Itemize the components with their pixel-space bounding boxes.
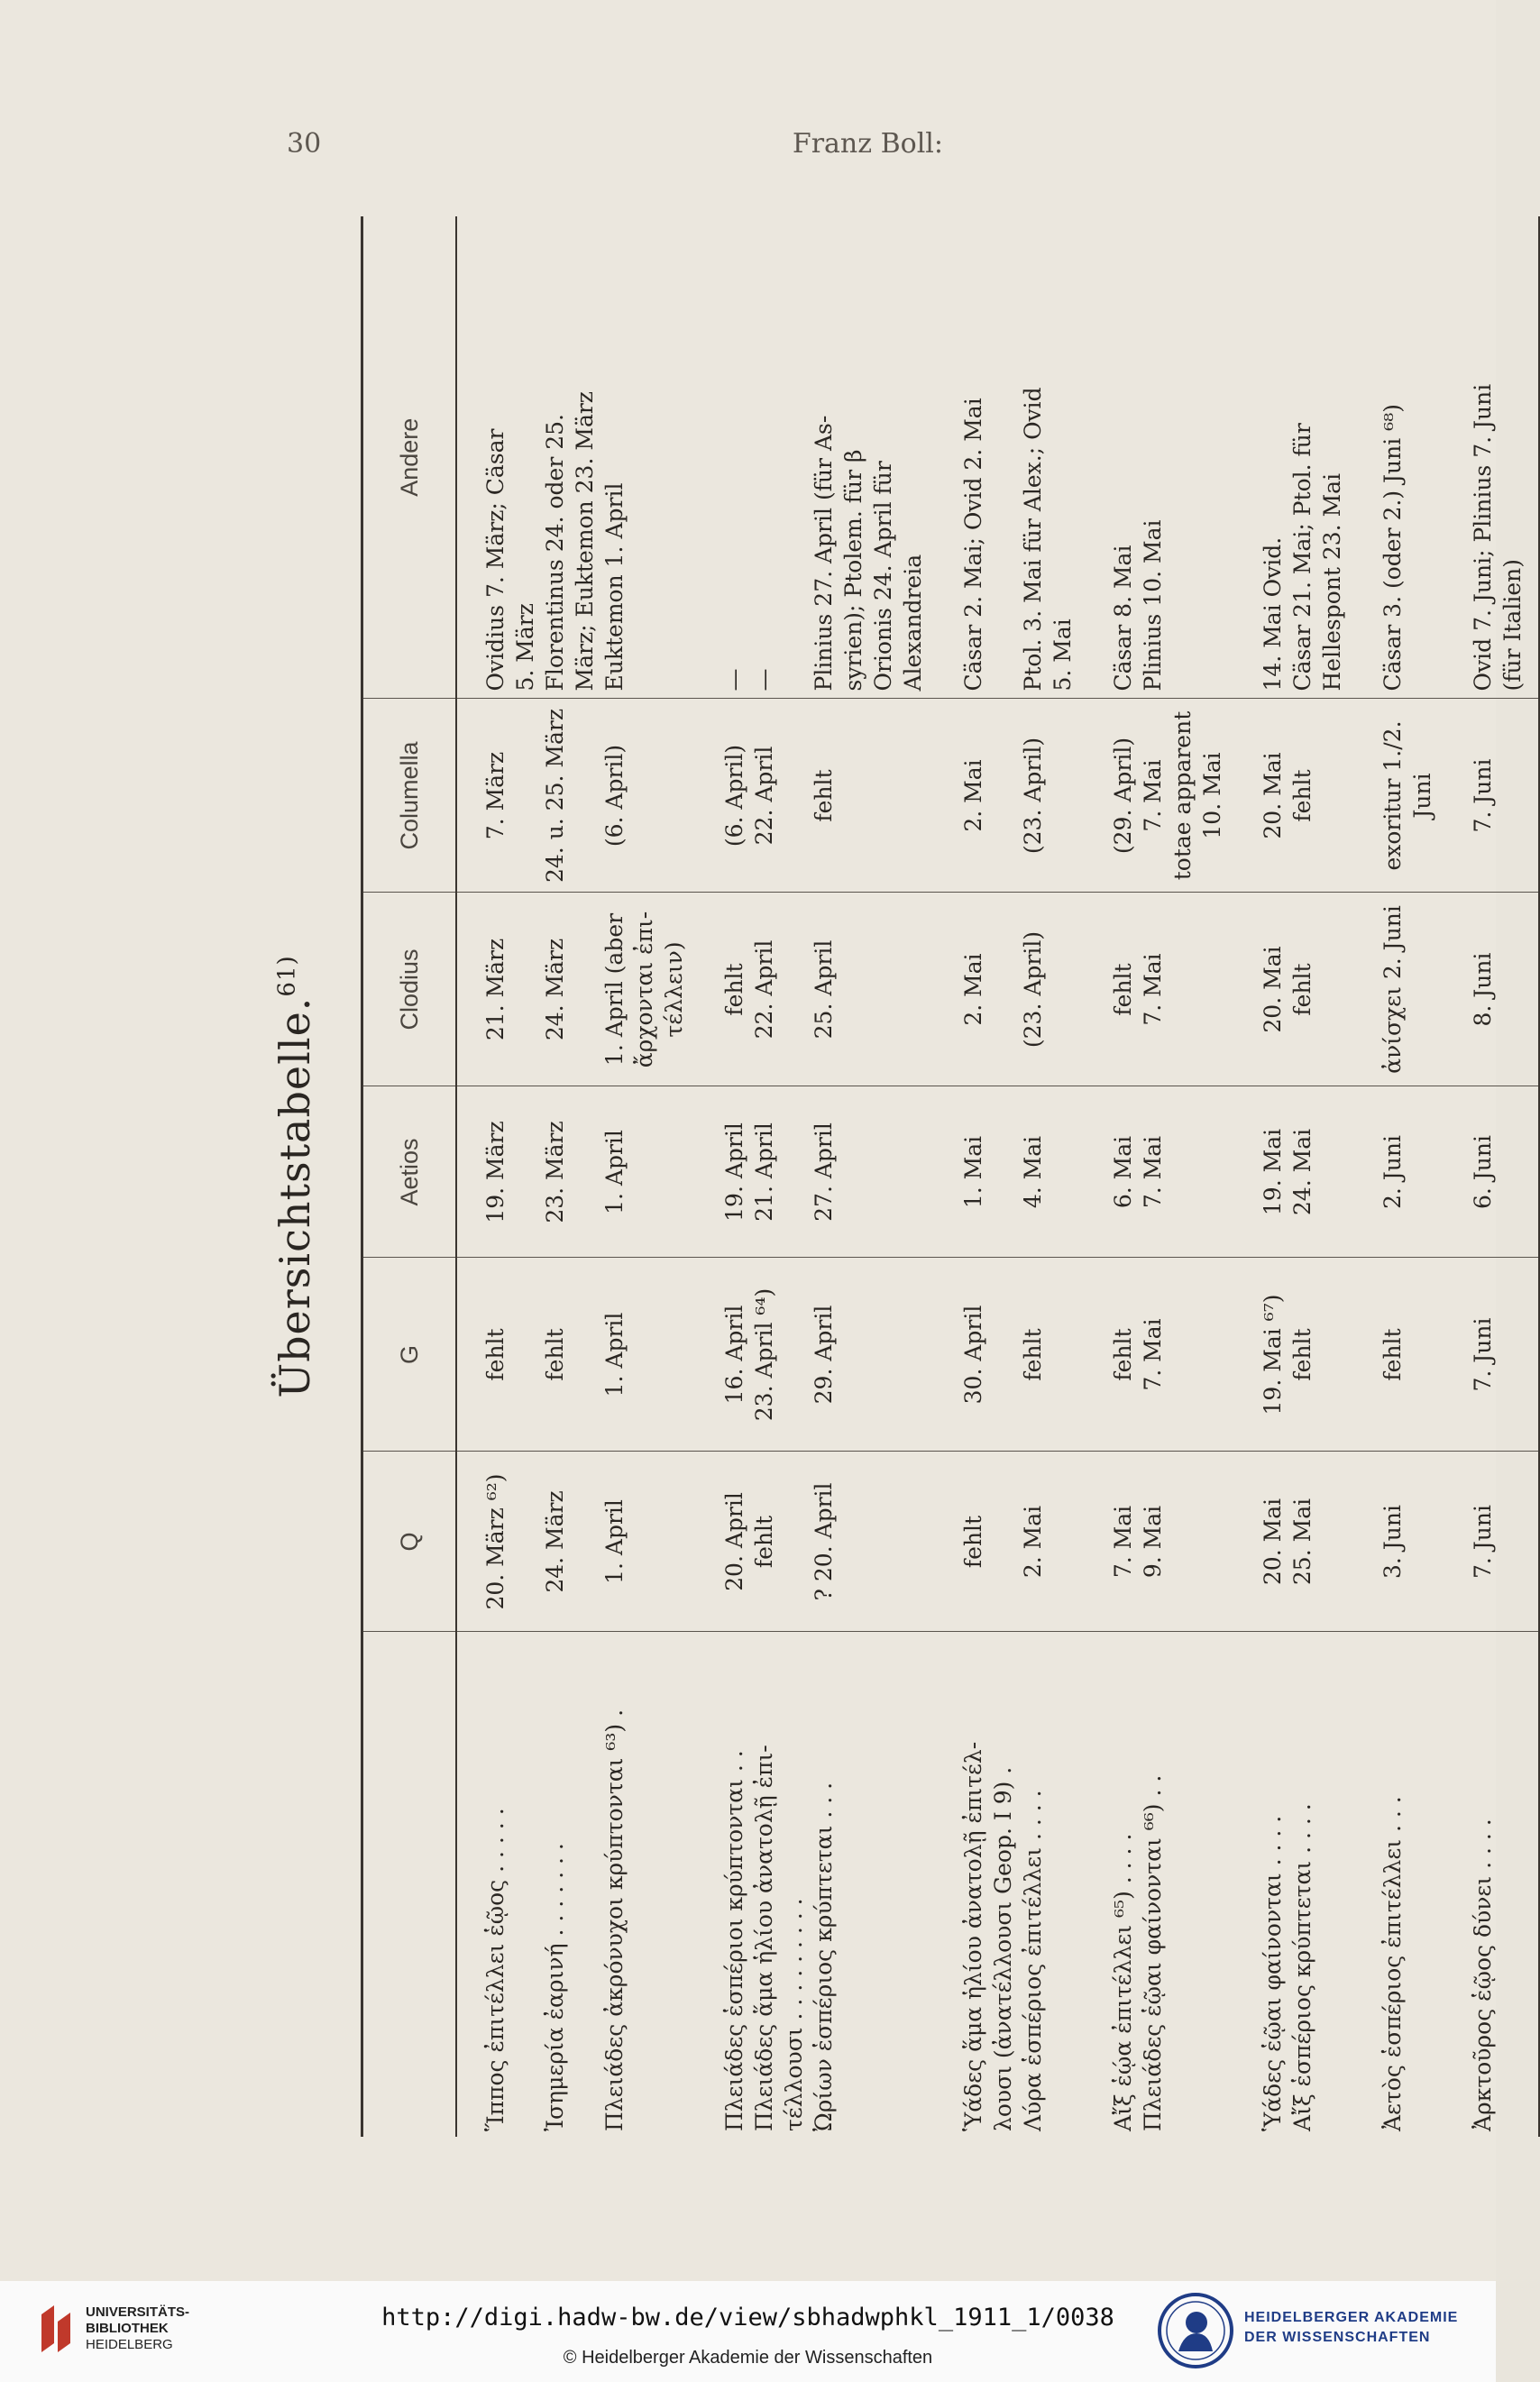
cell-g xyxy=(749,1258,809,1452)
cell-q xyxy=(928,1452,1018,1632)
cell-aetios xyxy=(928,1086,1018,1258)
cell-columella xyxy=(928,699,1018,893)
table-row xyxy=(689,216,749,2137)
cell-q xyxy=(689,1452,749,1632)
cell-clodius-line: 22. April xyxy=(751,939,777,1040)
copyright-notice: © Heidelberger Akademie der Wissenschaften xyxy=(563,2348,933,2368)
col-q: Q xyxy=(362,1452,457,1632)
cell-andere-line: Cäsar 2. Mai; Ovid 2. Mai xyxy=(960,398,986,692)
table-body xyxy=(456,216,1539,2137)
table-row xyxy=(540,216,600,2137)
cell-clodius-line: 7. Mai xyxy=(1140,953,1166,1026)
cell-andere-line: 5. März xyxy=(512,603,538,692)
cell-columella xyxy=(540,699,600,893)
cell-andere-line: Cäsar 3. (oder 2.) Juni ⁶⁸) xyxy=(1380,404,1406,692)
cell-phenomenon xyxy=(1347,1632,1437,2137)
cell-andere-line: Plinius 10. Mai xyxy=(1140,519,1166,692)
library-name-line2: BIBLIOTHEK xyxy=(86,2321,169,2336)
library-name-line3: HEIDELBERG xyxy=(86,2337,173,2352)
cell-q xyxy=(1138,1452,1227,1632)
cell-g-line: 30. April xyxy=(960,1305,986,1405)
page-number: 30 xyxy=(287,128,322,160)
cell-phenomenon-line: λουσι (ἀνατέλλουσι Geop. I 9) . xyxy=(990,1766,1016,2131)
cell-q-line: 24. März xyxy=(542,1490,568,1593)
cell-andere-line: Euktemon 1. April xyxy=(601,482,628,692)
cell-aetios xyxy=(749,1086,809,1258)
cell-phenomenon xyxy=(1077,1632,1138,2137)
table-row xyxy=(456,216,540,2137)
cell-aetios xyxy=(809,1086,928,1258)
cell-clodius-line: fehlt xyxy=(721,963,747,1016)
cell-phenomenon xyxy=(1437,1632,1539,2137)
cell-columella-line: 10. Mai xyxy=(1199,752,1225,839)
cell-g-line: 16. April xyxy=(721,1305,747,1405)
cell-andere-line: Florentinus 24. oder 25. xyxy=(542,414,568,692)
cell-columella-line: 20. Mai xyxy=(1260,752,1286,839)
cell-q-line: 1. April xyxy=(601,1499,628,1584)
cell-g-line: 29. April xyxy=(811,1305,837,1405)
cell-andere-line: Ovidius 7. März; Cäsar xyxy=(482,428,509,692)
cell-phenomenon-line: Ὠρίων ἑσπέριος κρύπτεται . . . xyxy=(811,1782,837,2131)
cell-q xyxy=(540,1452,600,1632)
cell-phenomenon-line: Λύρα ἑσπέριος ἐπιτέλλει . . . . xyxy=(1020,1790,1046,2131)
cell-aetios-line: 4. Mai xyxy=(1020,1135,1046,1209)
cell-clodius xyxy=(749,893,809,1086)
cell-g xyxy=(1018,1258,1077,1452)
cell-aetios xyxy=(1347,1086,1437,1258)
cell-phenomenon xyxy=(600,1632,689,2137)
cell-aetios-line: 6. Mai xyxy=(1110,1135,1136,1209)
cell-columella-line: Juni xyxy=(1409,773,1435,819)
cell-aetios xyxy=(1018,1086,1077,1258)
cell-clodius xyxy=(689,893,749,1086)
cell-q-line: fehlt xyxy=(751,1515,777,1569)
cell-phenomenon-line: Ἀρκτοῦρος ἑῷος δύνει . . . . xyxy=(1470,1819,1496,2131)
cell-andere xyxy=(1077,216,1138,699)
cell-andere xyxy=(600,216,689,699)
cell-andere-line: Hellespont 23. Mai xyxy=(1319,472,1345,692)
cell-q xyxy=(1077,1452,1138,1632)
cell-columella xyxy=(1227,699,1288,893)
cell-phenomenon-line: τέλλουσι . . . . . . . . . xyxy=(781,1898,807,2131)
cell-q-line: 2. Mai xyxy=(1020,1505,1046,1579)
cell-columella-line: 22. April xyxy=(751,746,777,846)
cell-q-line: ? 20. April xyxy=(811,1482,837,1601)
cell-clodius xyxy=(600,893,689,1086)
cell-clodius-line: ἄρχονται ἐπι- xyxy=(631,911,657,1068)
table-row xyxy=(1077,216,1138,2137)
cell-q-line: 20. Mai xyxy=(1260,1498,1286,1586)
cell-columella-line: fehlt xyxy=(1289,769,1315,822)
table-row xyxy=(1227,216,1288,2137)
cell-g-line: 7. Mai xyxy=(1140,1318,1166,1391)
cell-g-line: fehlt xyxy=(542,1328,568,1381)
cell-g-line: fehlt xyxy=(1020,1328,1046,1381)
table-row xyxy=(1437,216,1539,2137)
table-row xyxy=(1347,216,1437,2137)
cell-columella-line: 7. Mai xyxy=(1140,759,1166,832)
cell-andere-line: 5. Mai xyxy=(1050,618,1076,692)
overview-table xyxy=(361,216,1540,2137)
table-row xyxy=(600,216,689,2137)
table-row xyxy=(749,216,809,2137)
cell-phenomenon xyxy=(928,1632,1018,2137)
cell-andere xyxy=(1018,216,1077,699)
cell-clodius-line: 1. April (aber xyxy=(601,912,628,1067)
cell-columella xyxy=(1288,699,1347,893)
cell-andere xyxy=(809,216,928,699)
cell-columella-line: 7. Juni xyxy=(1470,758,1496,833)
cell-phenomenon-line: Ἰσημερία ἐαρινή . . . . . . . xyxy=(542,1843,568,2131)
cell-andere-line: Cäsar 8. Mai xyxy=(1110,545,1136,692)
cell-g xyxy=(456,1258,540,1452)
cell-g-line: fehlt xyxy=(1289,1328,1315,1381)
cell-aetios-line: 1. Mai xyxy=(960,1135,986,1209)
cell-andere-line: Cäsar 21. Mai; Ptol. für xyxy=(1289,423,1315,692)
cell-q-line: fehlt xyxy=(960,1515,986,1569)
cell-g-line: fehlt xyxy=(482,1328,509,1381)
cell-columella-line: (6. April) xyxy=(601,744,628,847)
cell-phenomenon-line: Αἴξ ἑσπέριος κρύπτεται . . . . xyxy=(1289,1803,1315,2131)
cell-aetios xyxy=(1077,1086,1138,1258)
col-phenomenon xyxy=(362,1632,457,2137)
cell-andere-line: 14. Mai Ovid. xyxy=(1260,536,1286,692)
cell-clodius xyxy=(1018,893,1077,1086)
col-clodius: Clodius xyxy=(362,893,457,1086)
cell-aetios-line: 24. Mai xyxy=(1289,1128,1315,1216)
cell-phenomenon xyxy=(456,1632,540,2137)
cell-clodius-line: fehlt xyxy=(1110,963,1136,1016)
cell-phenomenon xyxy=(689,1632,749,2137)
cell-aetios-line: 27. April xyxy=(811,1122,837,1222)
cell-q xyxy=(1288,1452,1347,1632)
cell-columella xyxy=(1437,699,1539,893)
cell-phenomenon xyxy=(1138,1632,1227,2137)
cell-andere-line: Ovid 7. Juni; Plinius 7. Juni xyxy=(1470,383,1496,692)
cell-q xyxy=(1018,1452,1077,1632)
cell-clodius-line: 21. März xyxy=(482,938,509,1041)
cell-clodius-line: fehlt xyxy=(1289,963,1315,1016)
cell-g xyxy=(1288,1258,1347,1452)
cell-clodius-line: 25. April xyxy=(811,939,837,1040)
cell-clodius-line: 2. Mai xyxy=(960,953,986,1026)
cell-phenomenon-line: Ἵππος ἐπιτέλλει ἑῷος . . . . . xyxy=(482,1808,509,2131)
cell-q xyxy=(809,1452,928,1632)
academy-name-line1: HEIDELBERGER AKADEMIE xyxy=(1244,2310,1459,2325)
cell-g-line: fehlt xyxy=(1380,1328,1406,1381)
cell-columella-line: (6. April) xyxy=(721,744,747,847)
table-row xyxy=(809,216,928,2137)
cell-clodius xyxy=(1437,893,1539,1086)
cell-q-line: 20. April xyxy=(721,1492,747,1591)
cell-columella-line: 7. März xyxy=(482,751,509,840)
cell-andere-line: — xyxy=(721,668,747,692)
rotated-table-block xyxy=(252,216,1526,2137)
cell-clodius xyxy=(1347,893,1437,1086)
cell-aetios xyxy=(456,1086,540,1258)
cell-columella-line: 24. u. 25. März xyxy=(542,708,568,884)
title-text: Übersichtstabelle. xyxy=(270,996,319,1398)
col-columella: Columella xyxy=(362,699,457,893)
cell-q xyxy=(1437,1452,1539,1632)
cell-andere-line: syrien); Ptolem. für β xyxy=(840,449,866,692)
library-name-line1: UNIVERSITÄTS- xyxy=(86,2304,190,2320)
cell-columella xyxy=(456,699,540,893)
cell-clodius xyxy=(1138,893,1227,1086)
cell-columella-line: (29. April) xyxy=(1110,737,1136,855)
cell-andere-line: Alexandreia xyxy=(900,554,926,692)
cell-columella xyxy=(1077,699,1138,893)
cell-clodius-line: τέλλειν) xyxy=(661,941,687,1038)
cell-aetios xyxy=(1138,1086,1227,1258)
cell-andere xyxy=(540,216,600,699)
cell-g-line: 19. Mai ⁶⁷) xyxy=(1260,1294,1286,1415)
cell-aetios-line: 21. April xyxy=(751,1122,777,1222)
cell-andere-line: Ptol. 3. Mai für Alex.; Ovid xyxy=(1020,387,1046,692)
cell-phenomenon xyxy=(1227,1632,1288,2137)
cell-andere-line: — xyxy=(751,668,777,692)
cell-columella-line: exoritur 1./2. xyxy=(1380,720,1406,871)
cell-columella xyxy=(1347,699,1437,893)
col-andere: Andere xyxy=(362,216,457,699)
cell-q xyxy=(1347,1452,1437,1632)
cell-andere xyxy=(456,216,540,699)
cell-phenomenon xyxy=(540,1632,600,2137)
cell-columella xyxy=(1138,699,1227,893)
cell-aetios xyxy=(600,1086,689,1258)
cell-q xyxy=(1227,1452,1288,1632)
cell-phenomenon-line: Πλειάδες ἑῷαι φαίνονται ⁶⁶) . . xyxy=(1140,1774,1166,2131)
cell-andere-line: Orionis 24. April für xyxy=(870,461,896,692)
cell-aetios xyxy=(1227,1086,1288,1258)
cell-aetios-line: 19. April xyxy=(721,1122,747,1222)
cell-columella xyxy=(809,699,928,893)
cell-clodius-line: (23. April) xyxy=(1020,930,1046,1049)
cell-columella-line: 2. Mai xyxy=(960,759,986,832)
cell-g xyxy=(809,1258,928,1452)
col-g: G xyxy=(362,1258,457,1452)
cell-andere xyxy=(928,216,1018,699)
cell-aetios xyxy=(540,1086,600,1258)
title-footnote: 61) xyxy=(273,955,301,997)
cell-phenomenon xyxy=(749,1632,809,2137)
cell-q-line: 25. Mai xyxy=(1289,1498,1315,1586)
cell-clodius-line: 8. Juni xyxy=(1470,952,1496,1027)
cell-andere xyxy=(1288,216,1347,699)
cell-g xyxy=(540,1258,600,1452)
cell-phenomenon-line: Αἴξ ἑῴα ἐπιτέλλει ⁶⁵) . . . . xyxy=(1110,1833,1136,2131)
cell-aetios-line: 23. März xyxy=(542,1121,568,1223)
cell-phenomenon xyxy=(809,1632,928,2137)
header-row xyxy=(362,216,457,2137)
cell-q xyxy=(600,1452,689,1632)
cell-phenomenon-line: Ὑάδες ἅμα ἡλίου ἀνατολῇ ἐπιτέλ- xyxy=(960,1741,986,2131)
cell-aetios-line: 7. Mai xyxy=(1140,1135,1166,1209)
cell-aetios xyxy=(689,1086,749,1258)
running-head-author: Franz Boll: xyxy=(792,128,943,160)
cell-g xyxy=(1227,1258,1288,1452)
academy-seal-icon xyxy=(1157,2292,1234,2369)
cell-q-line: 20. März ⁶²) xyxy=(482,1473,509,1610)
cell-andere xyxy=(1347,216,1437,699)
cell-phenomenon-line: Πλειάδες ἀκρόνυχοι κρύπτονται ⁶³) . xyxy=(601,1709,628,2131)
cell-aetios-line: 19. März xyxy=(482,1121,509,1223)
cell-g xyxy=(1347,1258,1437,1452)
cell-columella xyxy=(749,699,809,893)
cell-q-line: 7. Juni xyxy=(1470,1504,1496,1580)
table-row xyxy=(1288,216,1347,2137)
cell-aetios xyxy=(1288,1086,1347,1258)
academy-name-line2: DER WISSENSCHAFTEN xyxy=(1244,2330,1431,2345)
cell-q xyxy=(456,1452,540,1632)
cell-clodius-line: 24. März xyxy=(542,938,568,1041)
cell-g-line: 1. April xyxy=(601,1312,628,1397)
cell-columella xyxy=(1018,699,1077,893)
cell-columella-line: fehlt xyxy=(811,769,837,822)
cell-phenomenon-line: Ὑάδες ἑῷαι φαίνονται . . . . xyxy=(1260,1815,1286,2131)
cell-andere xyxy=(689,216,749,699)
cell-columella xyxy=(689,699,749,893)
source-url-link[interactable]: http://digi.hadw-bw.de/view/sbhadwphkl_1911_1/0038 xyxy=(381,2304,1114,2332)
cell-andere xyxy=(1138,216,1227,699)
cell-g xyxy=(1138,1258,1227,1452)
cell-phenomenon xyxy=(1288,1632,1347,2137)
table-title xyxy=(270,216,319,2137)
cell-g xyxy=(1437,1258,1539,1452)
cell-phenomenon-line: Πλειάδες ἅμα ἡλίου ἀνατολῇ ἐπι- xyxy=(751,1745,777,2131)
cell-g-line: 7. Juni xyxy=(1470,1317,1496,1392)
cell-andere xyxy=(749,216,809,699)
cell-g xyxy=(928,1258,1018,1452)
cell-clodius xyxy=(1077,893,1138,1086)
cell-clodius xyxy=(928,893,1018,1086)
cell-columella-line: (23. April) xyxy=(1020,737,1046,855)
cell-andere-line: (für Italien) xyxy=(1499,559,1526,692)
cell-q-line: 9. Mai xyxy=(1140,1505,1166,1579)
table-row xyxy=(1138,216,1227,2137)
cell-andere-line: März; Euktemon 23. März xyxy=(572,391,598,692)
cell-columella-line: totae apparent xyxy=(1169,710,1196,881)
table-row xyxy=(928,216,1018,2137)
cell-aetios-line: 2. Juni xyxy=(1380,1134,1406,1210)
cell-phenomenon xyxy=(1018,1632,1077,2137)
cell-aetios xyxy=(1437,1086,1539,1258)
cell-clodius xyxy=(1288,893,1347,1086)
cell-clodius-line: ἀνίσχει 2. Juni xyxy=(1380,905,1406,1074)
cell-q xyxy=(749,1452,809,1632)
cell-g xyxy=(689,1258,749,1452)
cell-columella xyxy=(600,699,689,893)
cell-clodius xyxy=(456,893,540,1086)
cell-q-line: 7. Mai xyxy=(1110,1505,1136,1579)
cell-phenomenon-line: Πλειάδες ἑσπέριοι κρύπτονται . . xyxy=(721,1750,747,2131)
table-row xyxy=(1018,216,1077,2137)
cell-g-line: fehlt xyxy=(1110,1328,1136,1381)
col-aetios: Aetios xyxy=(362,1086,457,1258)
cell-g xyxy=(600,1258,689,1452)
cell-andere xyxy=(1227,216,1288,699)
cell-clodius-line: 20. Mai xyxy=(1260,946,1286,1033)
cell-phenomenon-line: Ἀετὸς ἑσπέριος ἐπιτέλλει . . . xyxy=(1380,1796,1406,2131)
cell-q-line: 3. Juni xyxy=(1380,1504,1406,1580)
cell-clodius xyxy=(540,893,600,1086)
cell-andere xyxy=(1437,216,1539,699)
cell-aetios-line: 6. Juni xyxy=(1470,1134,1496,1210)
cell-g-line: 23. April ⁶⁴) xyxy=(751,1287,777,1422)
cell-g xyxy=(1077,1258,1138,1452)
cell-clodius xyxy=(1227,893,1288,1086)
cell-clodius xyxy=(809,893,928,1086)
cell-andere-line: Plinius 27. April (für As- xyxy=(811,415,837,692)
cell-aetios-line: 1. April xyxy=(601,1130,628,1214)
cell-aetios-line: 19. Mai xyxy=(1260,1128,1286,1216)
